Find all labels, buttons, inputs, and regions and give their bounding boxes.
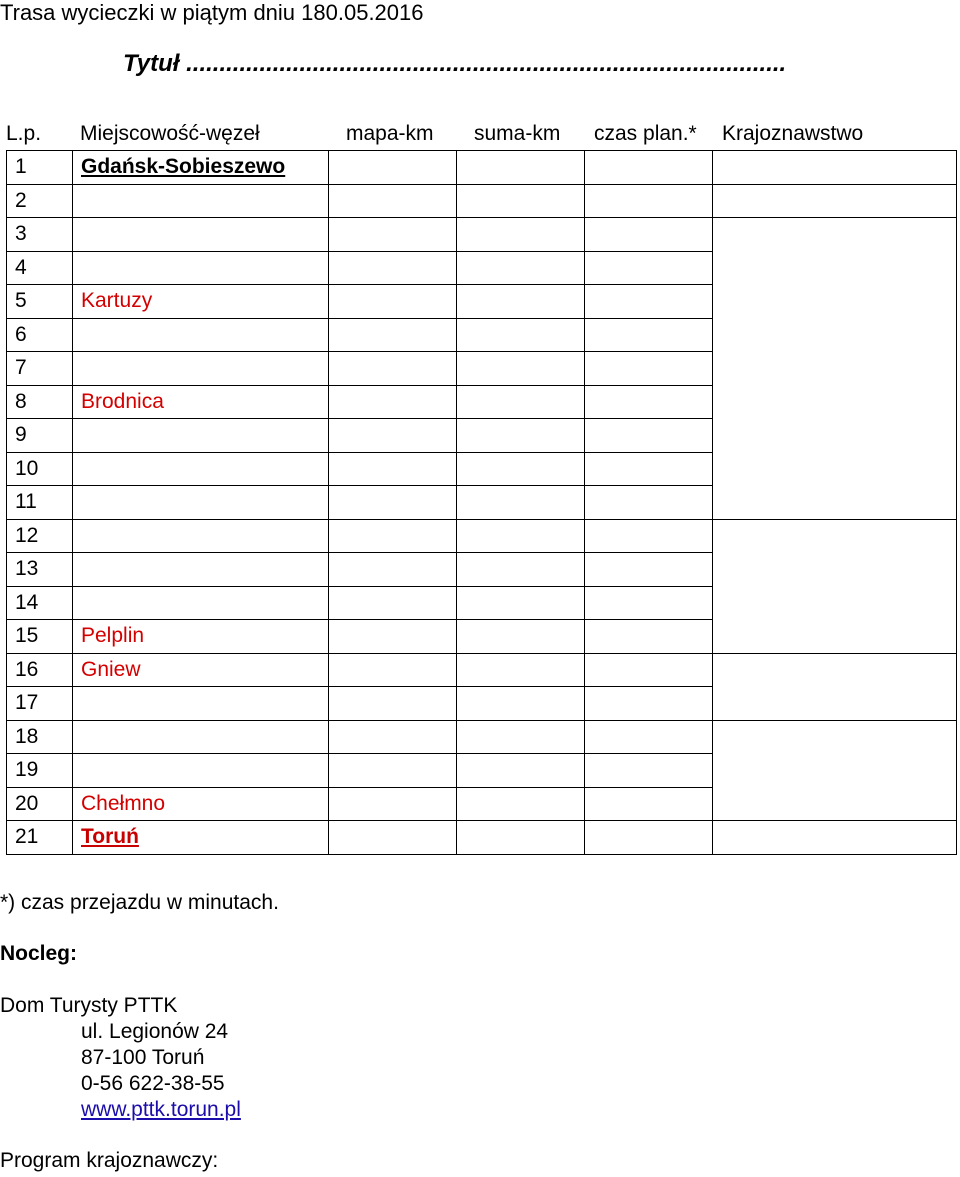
map-km-cell	[329, 385, 457, 419]
sightseeing-cell	[713, 218, 957, 520]
document-subtitle: Tytuł ..........................................................................................	[123, 50, 787, 77]
map-km-cell	[329, 452, 457, 486]
map-km-cell	[329, 653, 457, 687]
map-km-cell	[329, 318, 457, 352]
row-number: 5	[7, 285, 73, 319]
row-number: 1	[7, 151, 73, 185]
sum-km-cell	[457, 251, 585, 285]
lodging-name: Dom Turysty PTTK	[0, 994, 178, 1017]
row-number: 13	[7, 553, 73, 587]
route-table	[6, 150, 957, 855]
place-cell	[73, 720, 329, 754]
sum-km-cell	[457, 318, 585, 352]
map-km-cell	[329, 486, 457, 520]
map-km-cell	[329, 184, 457, 218]
table-row	[7, 519, 957, 553]
table-row	[7, 720, 957, 754]
time-cell	[585, 452, 713, 486]
row-number: 7	[7, 352, 73, 386]
table-row	[7, 151, 957, 185]
sightseeing-cell	[713, 821, 957, 855]
map-km-cell	[329, 586, 457, 620]
lodging-phone: 0-56 622-38-55	[81, 1072, 225, 1095]
row-number: 12	[7, 519, 73, 553]
map-km-cell	[329, 787, 457, 821]
row-number: 21	[7, 821, 73, 855]
lodging-city: 87-100 Toruń	[81, 1046, 205, 1069]
lodging-street: ul. Legionów 24	[81, 1020, 229, 1043]
time-cell	[585, 620, 713, 654]
map-km-cell	[329, 218, 457, 252]
row-number: 8	[7, 385, 73, 419]
time-cell	[585, 419, 713, 453]
map-km-cell	[329, 754, 457, 788]
sum-km-cell	[457, 653, 585, 687]
place-cell	[73, 218, 329, 252]
place-cell	[73, 687, 329, 721]
time-cell	[585, 285, 713, 319]
place-cell: Toruń	[73, 821, 329, 855]
sum-km-cell	[457, 218, 585, 252]
sightseeing-cell	[713, 151, 957, 185]
time-cell	[585, 653, 713, 687]
time-cell	[585, 486, 713, 520]
row-number: 19	[7, 754, 73, 788]
place-cell: Gniew	[73, 653, 329, 687]
sum-km-cell	[457, 419, 585, 453]
time-cell	[585, 352, 713, 386]
sum-km-cell	[457, 519, 585, 553]
place-cell: Pelplin	[73, 620, 329, 654]
place-cell	[73, 519, 329, 553]
sightseeing-cell	[713, 720, 957, 821]
header-place: Miejscowość-węzeł	[80, 122, 260, 145]
map-km-cell	[329, 285, 457, 319]
table-row	[7, 821, 957, 855]
row-number: 6	[7, 318, 73, 352]
time-cell	[585, 318, 713, 352]
table-row	[7, 653, 957, 687]
time-cell	[585, 519, 713, 553]
map-km-cell	[329, 687, 457, 721]
place-cell: Chełmno	[73, 787, 329, 821]
map-km-cell	[329, 821, 457, 855]
header-sightseeing: Krajoznawstwo	[722, 122, 864, 145]
sum-km-cell	[457, 184, 585, 218]
sum-km-cell	[457, 385, 585, 419]
map-km-cell	[329, 251, 457, 285]
sum-km-cell	[457, 352, 585, 386]
place-cell	[73, 754, 329, 788]
place-cell	[73, 318, 329, 352]
time-cell	[585, 821, 713, 855]
header-lp: L.p.	[6, 122, 42, 145]
place-cell	[73, 586, 329, 620]
map-km-cell	[329, 620, 457, 654]
place-cell	[73, 452, 329, 486]
header-map-km: mapa-km	[346, 122, 434, 145]
row-number: 2	[7, 184, 73, 218]
place-cell	[73, 553, 329, 587]
sum-km-cell	[457, 620, 585, 654]
place-cell	[73, 419, 329, 453]
row-number: 14	[7, 586, 73, 620]
map-km-cell	[329, 519, 457, 553]
place-cell	[73, 352, 329, 386]
time-cell	[585, 184, 713, 218]
time-cell	[585, 553, 713, 587]
header-sum-km: suma-km	[474, 122, 561, 145]
sum-km-cell	[457, 821, 585, 855]
row-number: 10	[7, 452, 73, 486]
map-km-cell	[329, 352, 457, 386]
time-cell	[585, 251, 713, 285]
place-cell	[73, 251, 329, 285]
lodging-website-link[interactable]: www.pttk.torun.pl	[81, 1098, 241, 1121]
sum-km-cell	[457, 754, 585, 788]
row-number: 17	[7, 687, 73, 721]
time-cell	[585, 385, 713, 419]
row-number: 20	[7, 787, 73, 821]
place-cell	[73, 486, 329, 520]
sum-km-cell	[457, 720, 585, 754]
program-label: Program krajoznawczy:	[0, 1149, 219, 1172]
map-km-cell	[329, 720, 457, 754]
sum-km-cell	[457, 285, 585, 319]
time-cell	[585, 687, 713, 721]
sum-km-cell	[457, 452, 585, 486]
sightseeing-cell	[713, 519, 957, 653]
sightseeing-cell	[713, 653, 957, 720]
row-number: 16	[7, 653, 73, 687]
sum-km-cell	[457, 787, 585, 821]
map-km-cell	[329, 151, 457, 185]
footnote: *) czas przejazdu w minutach.	[0, 891, 279, 914]
table-row	[7, 184, 957, 218]
row-number: 15	[7, 620, 73, 654]
row-number: 9	[7, 419, 73, 453]
map-km-cell	[329, 419, 457, 453]
lodging-heading: Nocleg:	[0, 942, 78, 965]
row-number: 11	[7, 486, 73, 520]
header-time: czas plan.*	[594, 122, 697, 145]
sightseeing-cell	[713, 184, 957, 218]
time-cell	[585, 787, 713, 821]
sum-km-cell	[457, 486, 585, 520]
time-cell	[585, 754, 713, 788]
map-km-cell	[329, 553, 457, 587]
place-cell: Kartuzy	[73, 285, 329, 319]
place-cell: Brodnica	[73, 385, 329, 419]
row-number: 3	[7, 218, 73, 252]
sum-km-cell	[457, 687, 585, 721]
sum-km-cell	[457, 553, 585, 587]
sum-km-cell	[457, 586, 585, 620]
row-number: 18	[7, 720, 73, 754]
sum-km-cell	[457, 151, 585, 185]
lodging-address	[0, 993, 241, 1123]
time-cell	[585, 720, 713, 754]
time-cell	[585, 151, 713, 185]
document-title: Trasa wycieczki w piątym dniu 180.05.2016	[0, 0, 424, 25]
table-row	[7, 218, 957, 252]
row-number: 4	[7, 251, 73, 285]
time-cell	[585, 218, 713, 252]
time-cell	[585, 586, 713, 620]
place-cell	[73, 184, 329, 218]
place-cell: Gdańsk-Sobieszewo	[73, 151, 329, 185]
